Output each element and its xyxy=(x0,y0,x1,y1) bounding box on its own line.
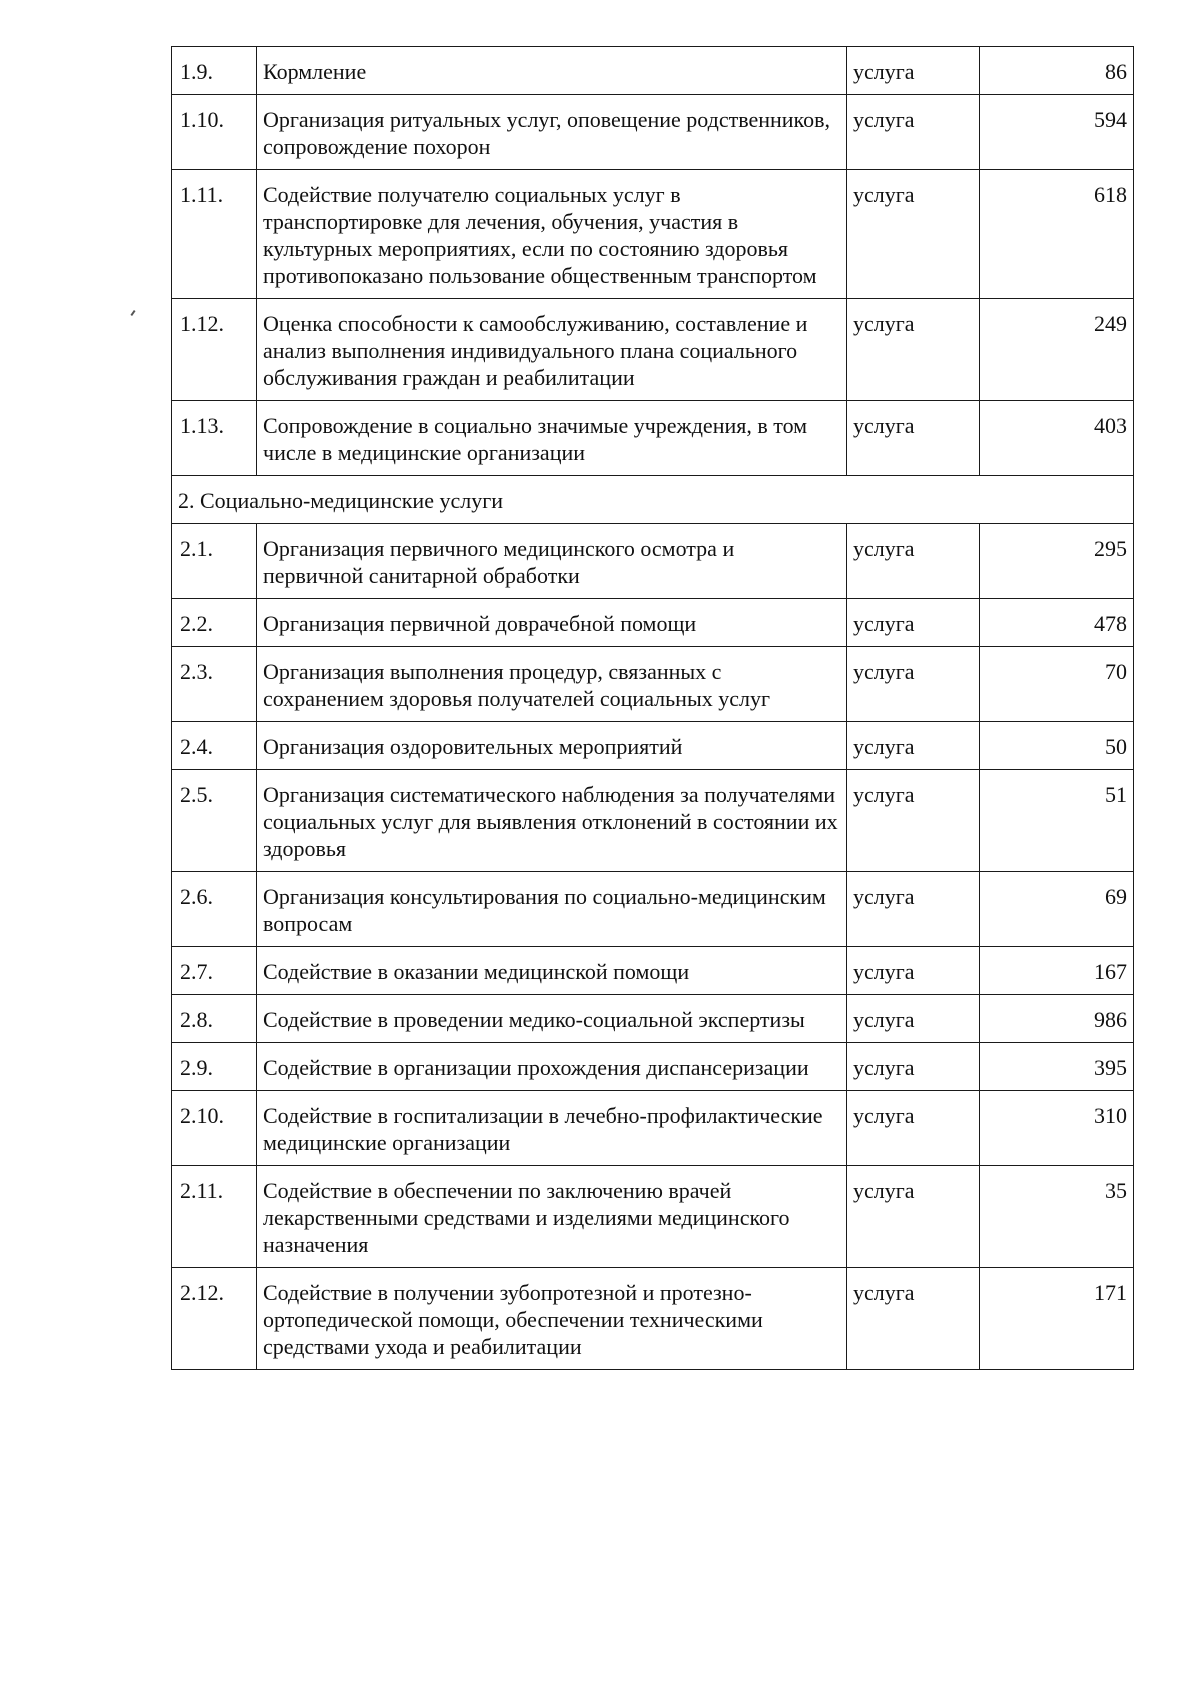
service-name: Организация первичной доврачебной помощи xyxy=(257,599,847,647)
row-number: 2.9. xyxy=(172,1043,257,1091)
price-value: 167 xyxy=(980,947,1134,995)
table-row xyxy=(172,599,1134,647)
unit-of-measure: услуга xyxy=(847,524,980,599)
table-row xyxy=(172,947,1134,995)
row-number: 2.2. xyxy=(172,599,257,647)
price-value: 70 xyxy=(980,647,1134,722)
row-number: 2.6. xyxy=(172,872,257,947)
table-row xyxy=(172,95,1134,170)
table-row xyxy=(172,770,1134,872)
service-name: Содействие в госпитализации в лечебно-профилактические медицинские организации xyxy=(257,1091,847,1166)
price-value: 51 xyxy=(980,770,1134,872)
unit-of-measure: услуга xyxy=(847,722,980,770)
table-row xyxy=(172,524,1134,599)
price-value: 403 xyxy=(980,401,1134,476)
scan-speck xyxy=(130,310,135,316)
unit-of-measure: услуга xyxy=(847,770,980,872)
row-number: 2.12. xyxy=(172,1268,257,1370)
unit-of-measure: услуга xyxy=(847,947,980,995)
service-name: Содействие в проведении медико-социальной экспертизы xyxy=(257,995,847,1043)
unit-of-measure: услуга xyxy=(847,170,980,299)
row-number: 1.13. xyxy=(172,401,257,476)
unit-of-measure: услуга xyxy=(847,401,980,476)
service-name: Организация первичного медицинского осмотра и первичной санитарной обработки xyxy=(257,524,847,599)
service-name: Кормление xyxy=(257,47,847,95)
unit-of-measure: услуга xyxy=(847,599,980,647)
service-name: Организация ритуальных услуг, оповещение родственников, сопровождение похорон xyxy=(257,95,847,170)
table-row xyxy=(172,299,1134,401)
section-title: 2. Социально-медицинские услуги xyxy=(172,476,1134,524)
service-name: Содействие в организации прохождения диспансеризации xyxy=(257,1043,847,1091)
price-value: 395 xyxy=(980,1043,1134,1091)
price-value: 50 xyxy=(980,722,1134,770)
service-name: Организация оздоровительных мероприятий xyxy=(257,722,847,770)
table-row xyxy=(172,647,1134,722)
table-row xyxy=(172,872,1134,947)
price-value: 618 xyxy=(980,170,1134,299)
price-value: 310 xyxy=(980,1091,1134,1166)
unit-of-measure: услуга xyxy=(847,995,980,1043)
section-header-row xyxy=(172,476,1134,524)
service-name: Организация систематического наблюдения за получателями социальных услуг для выявления отклонений в состоянии их здоровья xyxy=(257,770,847,872)
unit-of-measure: услуга xyxy=(847,95,980,170)
table-body xyxy=(172,47,1134,1370)
row-number: 2.3. xyxy=(172,647,257,722)
table-row xyxy=(172,722,1134,770)
service-name: Содействие получателю социальных услуг в транспортировке для лечения, обучения, участия в культурных мероприятиях, если по состоянию здоровья противопоказано пользование общественным транспортом xyxy=(257,170,847,299)
price-value: 86 xyxy=(980,47,1134,95)
row-number: 1.10. xyxy=(172,95,257,170)
row-number: 2.8. xyxy=(172,995,257,1043)
price-value: 478 xyxy=(980,599,1134,647)
table-row xyxy=(172,170,1134,299)
table-row xyxy=(172,401,1134,476)
unit-of-measure: услуга xyxy=(847,47,980,95)
table-row xyxy=(172,47,1134,95)
table-row xyxy=(172,1091,1134,1166)
row-number: 1.12. xyxy=(172,299,257,401)
service-name: Сопровождение в социально значимые учреждения, в том числе в медицинские организации xyxy=(257,401,847,476)
service-name: Организация выполнения процедур, связанных с сохранением здоровья получателей социальных услуг xyxy=(257,647,847,722)
row-number: 2.11. xyxy=(172,1166,257,1268)
price-value: 69 xyxy=(980,872,1134,947)
service-name: Оценка способности к самообслуживанию, составление и анализ выполнения индивидуального плана социального обслуживания граждан и реабилитации xyxy=(257,299,847,401)
price-value: 249 xyxy=(980,299,1134,401)
unit-of-measure: услуга xyxy=(847,1166,980,1268)
price-value: 594 xyxy=(980,95,1134,170)
service-name: Содействие в обеспечении по заключению врачей лекарственными средствами и изделиями медицинского назначения xyxy=(257,1166,847,1268)
row-number: 2.1. xyxy=(172,524,257,599)
row-number: 2.10. xyxy=(172,1091,257,1166)
unit-of-measure: услуга xyxy=(847,1043,980,1091)
service-name: Организация консультирования по социально-медицинским вопросам xyxy=(257,872,847,947)
price-value: 171 xyxy=(980,1268,1134,1370)
table-row xyxy=(172,1043,1134,1091)
unit-of-measure: услуга xyxy=(847,647,980,722)
row-number: 1.11. xyxy=(172,170,257,299)
price-value: 35 xyxy=(980,1166,1134,1268)
row-number: 2.7. xyxy=(172,947,257,995)
unit-of-measure: услуга xyxy=(847,299,980,401)
services-price-table xyxy=(171,46,1134,1370)
price-value: 986 xyxy=(980,995,1134,1043)
table-row xyxy=(172,1166,1134,1268)
service-name: Содействие в получении зубопротезной и протезно-ортопедической помощи, обеспечении техническими средствами ухода и реабилитации xyxy=(257,1268,847,1370)
table-row xyxy=(172,995,1134,1043)
service-name: Содействие в оказании медицинской помощи xyxy=(257,947,847,995)
unit-of-measure: услуга xyxy=(847,1091,980,1166)
table-row xyxy=(172,1268,1134,1370)
price-value: 295 xyxy=(980,524,1134,599)
unit-of-measure: услуга xyxy=(847,1268,980,1370)
row-number: 2.5. xyxy=(172,770,257,872)
unit-of-measure: услуга xyxy=(847,872,980,947)
row-number: 1.9. xyxy=(172,47,257,95)
row-number: 2.4. xyxy=(172,722,257,770)
